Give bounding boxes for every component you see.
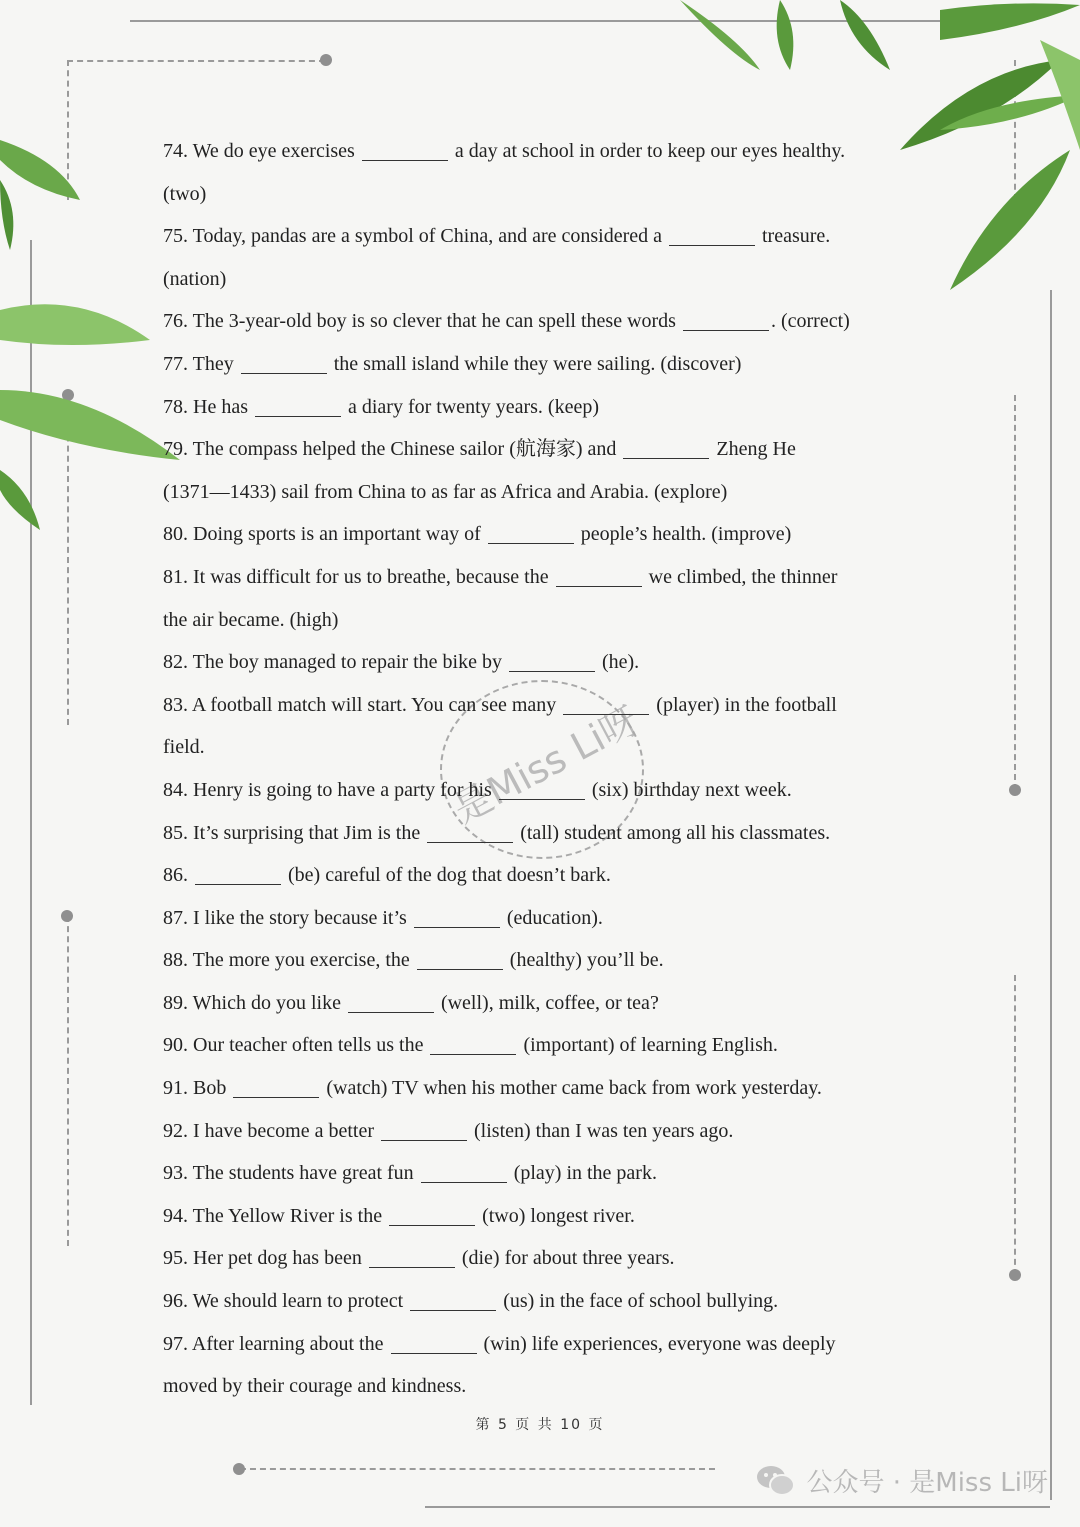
question-text: 94. The Yellow River is the bbox=[163, 1204, 388, 1227]
question-line bbox=[163, 641, 923, 684]
question-text: 77. They bbox=[163, 352, 239, 375]
question-continuation: (two) bbox=[163, 182, 207, 205]
question-text: 86. bbox=[163, 864, 193, 887]
answer-blank[interactable] bbox=[255, 394, 341, 417]
question-text: 89. Which do you like bbox=[163, 991, 346, 1014]
answer-blank[interactable] bbox=[414, 905, 500, 928]
answer-blank[interactable] bbox=[389, 1203, 475, 1226]
answer-blank[interactable] bbox=[669, 223, 755, 246]
question-text: (important) of learning English. bbox=[518, 1034, 778, 1057]
frame-bottom-line bbox=[425, 1506, 1050, 1508]
question-text: 91. Bob bbox=[163, 1077, 232, 1100]
question-list bbox=[163, 130, 923, 1408]
question-continuation: moved by their courage and kindness. bbox=[163, 1375, 467, 1398]
question-line bbox=[163, 513, 923, 556]
frame-right-dash-2 bbox=[1014, 395, 1016, 790]
question-text: (play) in the park. bbox=[508, 1162, 657, 1185]
frame-dot bbox=[61, 910, 73, 922]
answer-blank[interactable] bbox=[195, 862, 281, 885]
question-text: (listen) than I was ten years ago. bbox=[469, 1119, 734, 1142]
question-line bbox=[163, 1024, 923, 1067]
answer-blank[interactable] bbox=[348, 990, 434, 1013]
question-line bbox=[163, 1280, 923, 1323]
question-line bbox=[163, 854, 923, 897]
answer-blank[interactable] bbox=[241, 351, 327, 374]
answer-blank[interactable] bbox=[369, 1245, 455, 1268]
answer-blank[interactable] bbox=[556, 564, 642, 587]
question-text: 81. It was difficult for us to breathe, because the bbox=[163, 565, 554, 588]
question-line bbox=[163, 684, 923, 727]
question-text: (he). bbox=[596, 651, 640, 674]
answer-blank[interactable] bbox=[509, 649, 595, 672]
answer-blank[interactable] bbox=[417, 947, 503, 970]
question-line bbox=[163, 215, 923, 258]
question-text: the small island while they were sailing. (discover) bbox=[328, 352, 742, 375]
watermark-stamp-text: 是Miss Li呀 bbox=[446, 697, 646, 832]
question-text: (us) in the face of school bullying. bbox=[498, 1290, 779, 1313]
question-text: a diary for twenty years. (keep) bbox=[342, 395, 599, 418]
answer-blank[interactable] bbox=[499, 777, 585, 800]
question-continuation: (nation) bbox=[163, 267, 227, 290]
question-line bbox=[163, 428, 923, 471]
question-text: (die) for about three years. bbox=[456, 1247, 675, 1270]
question-line bbox=[163, 1195, 923, 1238]
question-text: 84. Henry is going to have a party for his bbox=[163, 778, 497, 801]
frame-dot bbox=[320, 54, 332, 66]
answer-blank[interactable] bbox=[683, 308, 769, 331]
question-line bbox=[163, 982, 923, 1025]
answer-blank[interactable] bbox=[391, 1331, 477, 1354]
answer-blank[interactable] bbox=[381, 1118, 467, 1141]
question-text: (six) birthday next week. bbox=[586, 778, 792, 801]
question-line bbox=[163, 1110, 923, 1153]
question-line bbox=[163, 130, 923, 173]
answer-blank[interactable] bbox=[410, 1288, 496, 1311]
frame-dot bbox=[1009, 784, 1021, 796]
question-text: (win) life experiences, everyone was deeply bbox=[478, 1332, 836, 1355]
question-text: (healthy) you’ll be. bbox=[504, 949, 664, 972]
question-line bbox=[163, 1323, 923, 1366]
question-text: 96. We should learn to protect bbox=[163, 1290, 409, 1313]
question-text: (be) careful of the dog that doesn’t bark. bbox=[283, 864, 611, 887]
answer-blank[interactable] bbox=[233, 1075, 319, 1098]
question-line bbox=[163, 300, 923, 343]
question-text: (education). bbox=[501, 906, 603, 929]
frame-right-dash-3 bbox=[1014, 975, 1016, 1275]
question-text: Zheng He bbox=[711, 438, 796, 461]
question-text: 83. A football match will start. You can see many bbox=[163, 693, 562, 716]
question-line bbox=[163, 1237, 923, 1280]
answer-blank[interactable] bbox=[427, 820, 513, 843]
frame-right-solid bbox=[1050, 290, 1052, 1500]
answer-blank[interactable] bbox=[421, 1160, 507, 1183]
answer-blank[interactable] bbox=[623, 436, 709, 459]
question-text: 79. The compass helped the Chinese sailor (航海家) and bbox=[163, 438, 622, 461]
wechat-icon bbox=[756, 1464, 796, 1498]
answer-blank[interactable] bbox=[430, 1032, 516, 1055]
question-line bbox=[163, 1152, 923, 1195]
question-continuation: (1371—1433) sail from China to as far as Africa and Arabia. (explore) bbox=[163, 480, 728, 503]
question-text: 95. Her pet dog has been bbox=[163, 1247, 367, 1270]
question-line bbox=[163, 1067, 923, 1110]
question-text: 97. After learning about the bbox=[163, 1332, 389, 1355]
question-text: . (correct) bbox=[770, 310, 850, 333]
question-text: (watch) TV when his mother came back from work yesterday. bbox=[321, 1077, 822, 1100]
question-text: treasure. bbox=[757, 225, 831, 248]
question-text: 90. Our teacher often tells us the bbox=[163, 1034, 429, 1057]
question-text: 87. I like the story because it’s bbox=[163, 906, 412, 929]
frame-top-dash bbox=[67, 60, 325, 62]
question-line bbox=[163, 812, 923, 855]
answer-blank[interactable] bbox=[563, 692, 649, 715]
question-text: 85. It’s surprising that Jim is the bbox=[163, 821, 426, 844]
frame-dot bbox=[233, 1463, 245, 1475]
question-text: 88. The more you exercise, the bbox=[163, 949, 415, 972]
question-text: 80. Doing sports is an important way of bbox=[163, 523, 486, 546]
question-text: (tall) student among all his classmates. bbox=[515, 821, 831, 844]
answer-blank[interactable] bbox=[488, 521, 574, 544]
question-text: a day at school in order to keep our eyes healthy. bbox=[449, 140, 846, 162]
question-text: 76. The 3-year-old boy is so clever that he can spell these words bbox=[163, 310, 681, 333]
question-text: 74. We do eye exercises bbox=[163, 140, 360, 162]
question-text: we climbed, the thinner bbox=[643, 565, 838, 588]
frame-dot bbox=[1009, 1269, 1021, 1281]
question-line bbox=[163, 897, 923, 940]
question-text: 78. He has bbox=[163, 395, 253, 418]
answer-blank[interactable] bbox=[362, 138, 448, 161]
question-text: 75. Today, pandas are a symbol of China, and are considered a bbox=[163, 225, 667, 248]
question-line bbox=[163, 343, 923, 386]
question-line bbox=[163, 939, 923, 982]
question-line bbox=[163, 769, 923, 812]
question-text: people’s health. (improve) bbox=[575, 523, 792, 546]
question-continuation: field. bbox=[163, 736, 205, 759]
question-text: (two) longest river. bbox=[477, 1204, 635, 1227]
question-text: 93. The students have great fun bbox=[163, 1162, 419, 1185]
question-text: 92. I have become a better bbox=[163, 1119, 380, 1142]
question-text: (well), milk, coffee, or tea? bbox=[435, 991, 659, 1014]
frame-left-dash-3 bbox=[67, 916, 69, 1246]
question-continuation: the air became. (high) bbox=[163, 608, 339, 631]
account-name: 公众号 · 是Miss Li呀 bbox=[806, 1468, 1048, 1498]
question-text: (player) in the football bbox=[651, 693, 837, 716]
question-text: 82. The boy managed to repair the bike by bbox=[163, 651, 507, 674]
wechat-account-watermark bbox=[756, 1462, 1048, 1499]
page-number-footer: 第 5 页 共 10 页 bbox=[475, 1417, 605, 1433]
question-line bbox=[163, 386, 923, 429]
question-line bbox=[163, 556, 923, 599]
frame-bottom-dash bbox=[240, 1468, 715, 1470]
